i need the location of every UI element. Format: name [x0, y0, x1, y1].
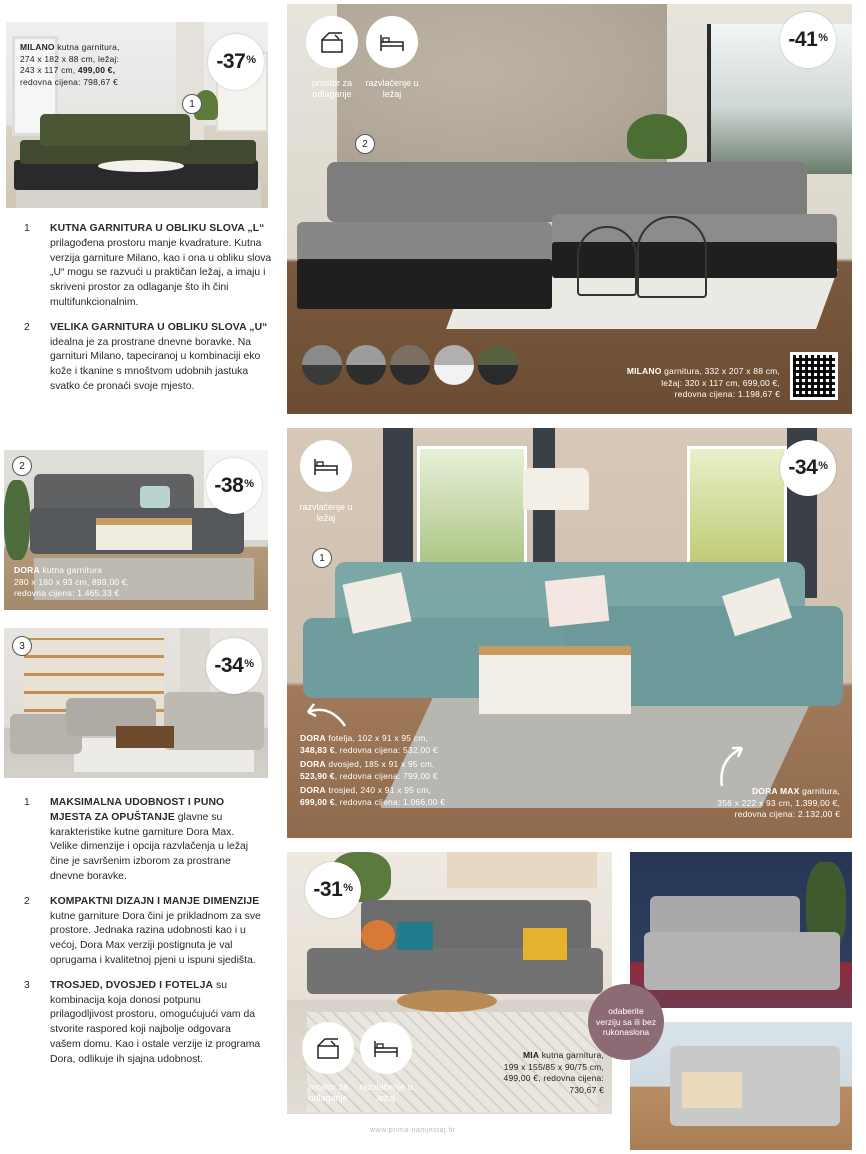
- bed-label: razvlačenje u ležaj: [365, 78, 419, 99]
- dora-set-caption: DORA fotelja, 102 x 91 x 95 cm, 348,83 €, redovna cijena: 532,00 € DORA dvosjed, 185 x 91 x 95 cm, 523,90 €, redovna cijena: 799,00 € DORA trosjed, 240 x 91 x 95 cm, 699,00 €, redovna cijena: 1.066,00 €: [300, 733, 446, 807]
- bed-icon: [300, 440, 352, 492]
- pillow: [545, 575, 609, 627]
- window: [687, 446, 787, 576]
- discount-badge: -34 %: [206, 638, 262, 694]
- storage-label: prostor za odlaganje: [311, 78, 353, 99]
- list-item: 3 TROSJED, DVOSJED I FOTELJA su kombinacija koja donosi potpunu prilagodljivost prostoru, omogućujući vam da stvorite raspored koji najbolje odgovara vašem domu. Kao i ostale verzije iz programa Dora, odlikuje ih sjajna udobnost.: [24, 979, 261, 1065]
- milano-u-caption: MILANO garnitura, 332 x 207 x 88 cm, ležaj: 320 x 117 cm, 699,00 €, redovna cijena: 1.198,67 €: [626, 366, 780, 399]
- storage: [682, 1072, 742, 1108]
- bed-icon: [360, 1022, 412, 1074]
- color-swatch: [302, 345, 342, 385]
- pillow: [523, 928, 567, 960]
- list-item: 2 KOMPAKTNI DIZAJN I MANJE DIMENZIJE kutne garniture Dora čini je prikladnom za sve prostore. Jednaka razina udobnosti kao i u većoj, Dora Max verziji postignuta je val oprugama i kvalitetnoj pjeni u ispuni sjedišta.: [24, 895, 261, 966]
- pillow: [361, 920, 395, 950]
- sofa-back: [40, 114, 190, 146]
- lamp: [523, 468, 589, 510]
- list-item: 1 KUTNA GARNITURA U OBLIKU SLOVA „L“ prilagođena prostoru manje kvadrature. Kutna verzija garniture Milano, kao i ona u obliku slova „U“ mogu se razvući u praktičan ležaj, a imaju i skriveni prostor za odlaganje što ih čini multifunkcionalnim.: [24, 223, 272, 308]
- dora-max-caption: DORA MAX garnitura, 356 x 222 x 93 cm, 1.399,00 €, redovna cijena: 2.132,00 €: [717, 786, 840, 819]
- table: [479, 646, 631, 714]
- armrest-bubble: odaberite verziju sa ili bez rukonaslona: [588, 984, 664, 1060]
- sofa-back: [650, 896, 800, 936]
- color-swatch: [478, 345, 518, 385]
- sofa-back: [327, 162, 807, 222]
- feature-list-dora: [24, 796, 264, 1078]
- storage-icon: [302, 1022, 354, 1074]
- plant: [627, 114, 687, 159]
- arrow-icon: [712, 740, 752, 790]
- discount-badge: -41 %: [780, 12, 836, 68]
- number-marker: 1: [182, 94, 202, 114]
- table: [116, 726, 174, 748]
- discount-badge: -31 %: [305, 862, 361, 918]
- bed-label: razvlačenje u ležaj: [359, 1082, 413, 1103]
- sofa-base-left: [297, 259, 552, 309]
- footer-url[interactable]: www.prima-namjestaj.hr: [370, 1127, 456, 1134]
- qr-code[interactable]: [790, 352, 838, 400]
- discount-badge: -34 %: [780, 440, 836, 496]
- bed-icon: [366, 16, 418, 68]
- number-marker: 2: [355, 134, 375, 154]
- color-swatch: [346, 345, 386, 385]
- color-swatch: [390, 345, 430, 385]
- list-item: 1 MAKSIMALNA UDOBNOST I PUNO MJESTA ZA OPUŠTANJE glavne su karakteristike kutne garniture Dora Max. Velike dimenzije i opcija razvlačenja u ležaj čine je savršenim izborom za prostrane dnevne boravke.: [24, 797, 249, 882]
- side-table: [637, 216, 707, 298]
- plant: [4, 480, 30, 560]
- table: [96, 518, 192, 550]
- storage-icon: [306, 16, 358, 68]
- discount-badge: -37 %: [208, 34, 264, 90]
- arrow-icon: [300, 700, 350, 730]
- pillow: [397, 922, 433, 950]
- milano-l-caption: MILANO kutna garnitura, 274 x 182 x 88 cm, ležaj: 243 x 117 cm, 499,00 €, redovna cijena: 798,67 €: [20, 42, 120, 87]
- window: [417, 446, 527, 576]
- sofa-seat: [644, 932, 840, 990]
- bed-label: razvlačenje u ležaj: [299, 502, 353, 523]
- table: [98, 160, 184, 172]
- mia-armrest-photo: [630, 852, 852, 1008]
- storage-label: prostor za odlaganje: [307, 1082, 349, 1103]
- table: [397, 990, 497, 1012]
- dora-caption: DORA kutna garnitura 280 x 180 x 93 cm, 899,00 €, redovna cijena: 1.465,33 €: [14, 565, 130, 598]
- list-item: 2 VELIKA GARNITURA U OBLIKU SLOVA „U“ idealna je za prostrane dnevne boravke. Na garnituri Milano, tapeciranoj u kombinaciji eko kože i tkanine s mnoštvom udobnih jastuka svatko će pronaći svoje mjesto.: [24, 321, 268, 392]
- feature-list-milano: [24, 222, 274, 405]
- color-swatch: [434, 345, 474, 385]
- wall-art: [447, 852, 597, 888]
- mia-open-photo: [630, 1022, 852, 1150]
- number-marker: 2: [12, 456, 32, 476]
- mia-caption: MIA kutna garnitura, 199 x 155/85 x 90/75 cm, 499,00 €, redovna cijena: 730,67 €: [503, 1050, 604, 1095]
- discount-badge: -38 %: [206, 458, 262, 514]
- number-marker: 3: [12, 636, 32, 656]
- number-marker: 1: [312, 548, 332, 568]
- sofa: [164, 692, 264, 750]
- pillow: [140, 486, 170, 508]
- side-table: [577, 226, 637, 296]
